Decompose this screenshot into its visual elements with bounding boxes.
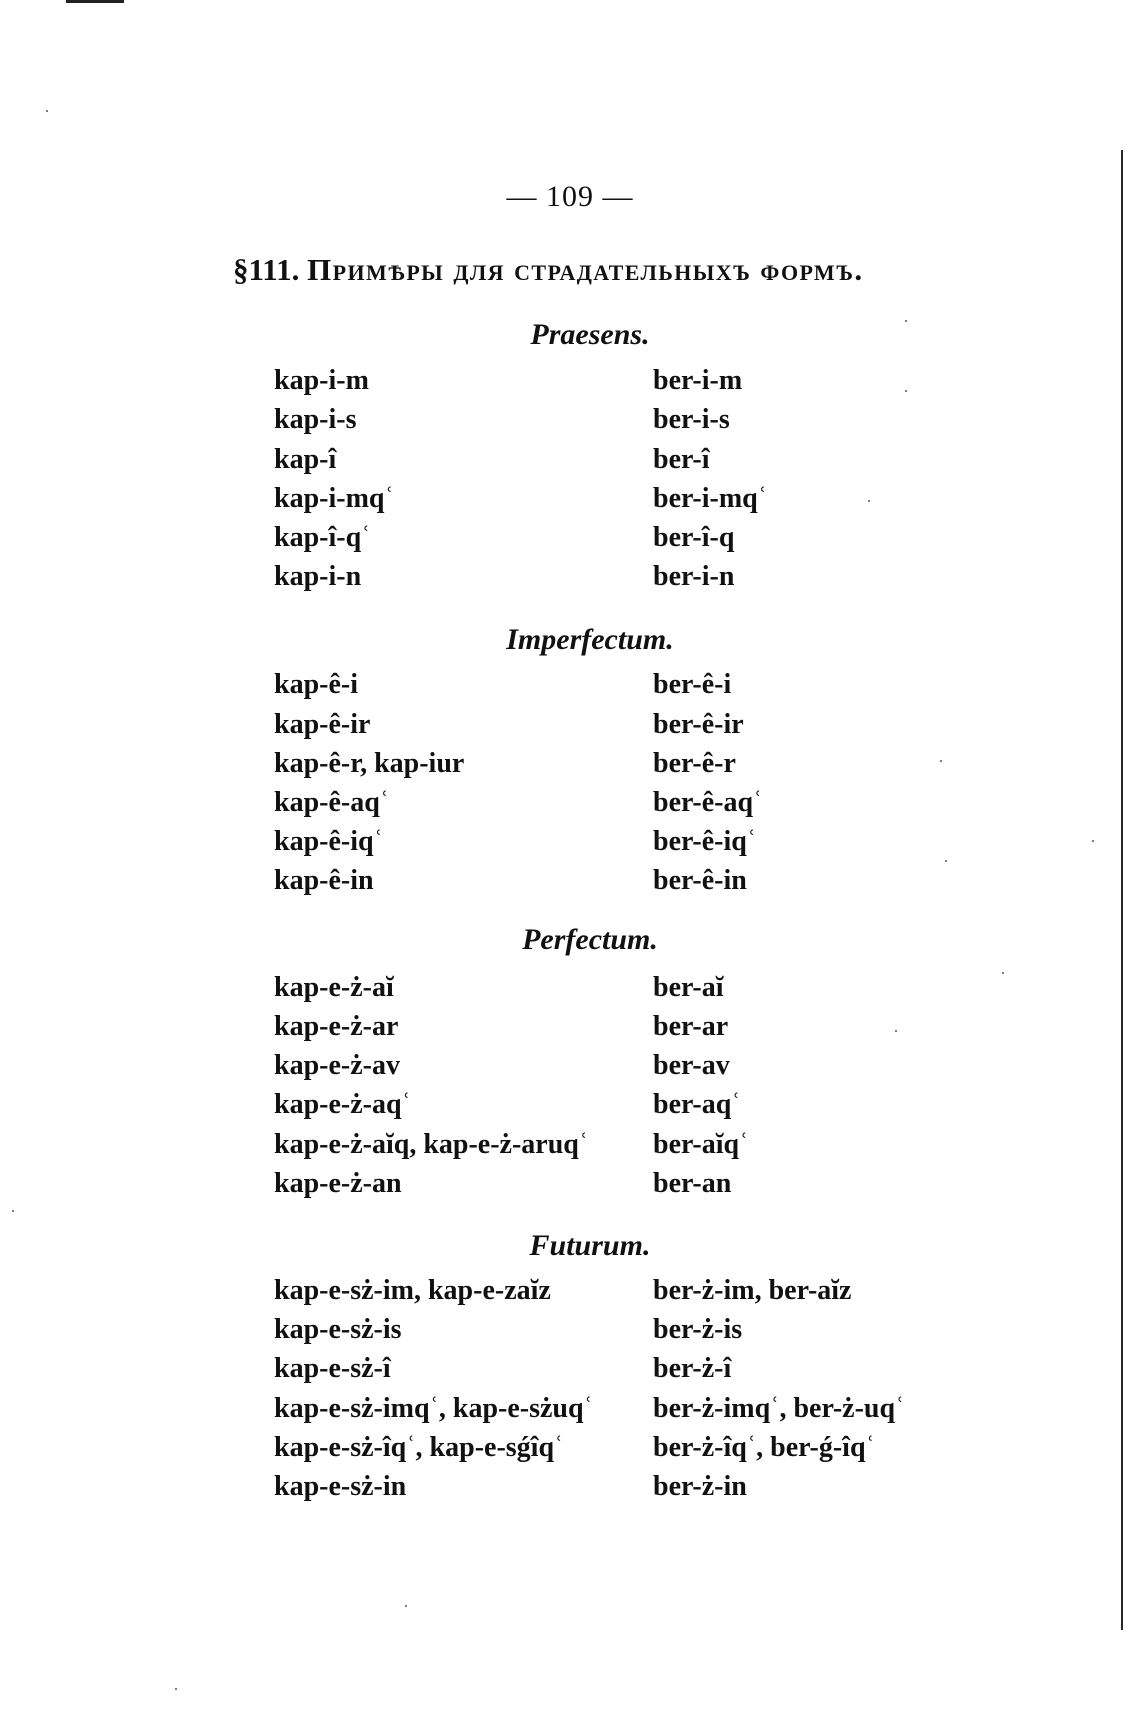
- page-number: — 109 —: [506, 180, 634, 213]
- left-form: kap-e-sż-îqʿ, kap-e-sǵîqʿ: [274, 1432, 564, 1463]
- scan-speck: [895, 1030, 897, 1032]
- scan-speck: [405, 1605, 407, 1607]
- right-form: ber-ê-ir: [653, 709, 744, 740]
- right-form: ber-ê-iqʿ: [653, 826, 757, 857]
- scan-speck: [12, 1210, 14, 1212]
- right-form: ber-ż-imqʿ, ber-ż-uqʿ: [653, 1393, 905, 1424]
- left-form: kap-e-ż-aĭ: [274, 972, 394, 1003]
- left-form: kap-i-n: [274, 561, 362, 592]
- left-form: kap-ê-i: [274, 669, 358, 700]
- tense-heading-praesens: Praesens.: [530, 318, 650, 351]
- scan-speck: [940, 760, 942, 762]
- left-form: kap-e-sż-î: [274, 1353, 391, 1384]
- left-form: kap-ê-in: [274, 865, 374, 896]
- left-form: kap-i-mqʿ: [274, 483, 394, 514]
- right-form: ber-ar: [653, 1011, 729, 1042]
- left-form: kap-ê-ir: [274, 709, 371, 740]
- tense-heading-futurum: Futurum.: [529, 1229, 651, 1262]
- left-form: kap-e-sż-in: [274, 1471, 407, 1502]
- left-form: kap-e-sż-im, kap-e-zaĭz: [274, 1275, 551, 1306]
- tense-heading-imperfectum: Imperfectum.: [506, 623, 674, 656]
- left-form: kap-e-ż-aĭq, kap-e-ż-aruqʿ: [274, 1129, 589, 1160]
- left-form: kap-e-ż-ar: [274, 1011, 399, 1042]
- right-form: ber-ê-aqʿ: [653, 787, 763, 818]
- right-form: ber-ê-i: [653, 669, 732, 700]
- right-form: ber-ê-in: [653, 865, 747, 896]
- right-form: ber-î: [653, 444, 710, 475]
- left-form: kap-î: [274, 444, 337, 475]
- scan-speck: [46, 110, 48, 112]
- scan-speck: [175, 1688, 177, 1690]
- left-form: kap-e-ż-aqʿ: [274, 1089, 411, 1120]
- scan-edge-rule: [1121, 150, 1123, 1630]
- left-form: kap-e-ż-an: [274, 1168, 402, 1199]
- left-form: kap-ê-aqʿ: [274, 787, 390, 818]
- scan-speck: [1002, 972, 1004, 974]
- section-number: §111.: [233, 252, 300, 287]
- right-form: ber-i-s: [653, 404, 730, 435]
- right-form: ber-i-m: [653, 365, 743, 396]
- tense-heading-perfectum: Perfectum.: [522, 923, 658, 956]
- left-form: kap-ê-r, kap-iur: [274, 748, 465, 779]
- right-form: ber-ż-in: [653, 1471, 747, 1502]
- right-form: ber-aĭ: [653, 972, 724, 1003]
- right-form: ber-an: [653, 1168, 732, 1199]
- left-form: kap-e-sż-imqʿ, kap-e-sżuqʿ: [274, 1393, 593, 1424]
- right-form: ber-i-n: [653, 561, 735, 592]
- right-form: ber-î-q: [653, 522, 735, 553]
- section-heading: [233, 252, 863, 288]
- scan-speck: [1092, 840, 1094, 842]
- section-title: Примѣры для страдательныхъ формъ.: [307, 252, 864, 287]
- left-form: kap-ê-iqʿ: [274, 826, 383, 857]
- left-form: kap-i-m: [274, 365, 369, 396]
- left-form: kap-e-sż-is: [274, 1314, 402, 1345]
- right-form: ber-aĭqʿ: [653, 1129, 749, 1160]
- scan-edge-mark: [66, 0, 124, 3]
- scan-speck: [905, 320, 907, 322]
- right-form: ber-i-mqʿ: [653, 483, 768, 514]
- right-form: ber-ż-is: [653, 1314, 743, 1345]
- scan-speck: [905, 390, 907, 392]
- right-form: ber-ż-î: [653, 1353, 732, 1384]
- left-form: kap-î-qʿ: [274, 522, 371, 553]
- right-form: ber-av: [653, 1050, 730, 1081]
- left-form: kap-e-ż-av: [274, 1050, 400, 1081]
- scan-speck: [945, 860, 947, 862]
- right-form: ber-aqʿ: [653, 1089, 741, 1120]
- right-form: ber-ê-r: [653, 748, 736, 779]
- right-form: ber-ż-im, ber-aĭz: [653, 1275, 852, 1306]
- right-form: ber-ż-îqʿ, ber-ǵ-îqʿ: [653, 1432, 875, 1463]
- left-form: kap-i-s: [274, 404, 357, 435]
- scan-speck: [868, 500, 870, 502]
